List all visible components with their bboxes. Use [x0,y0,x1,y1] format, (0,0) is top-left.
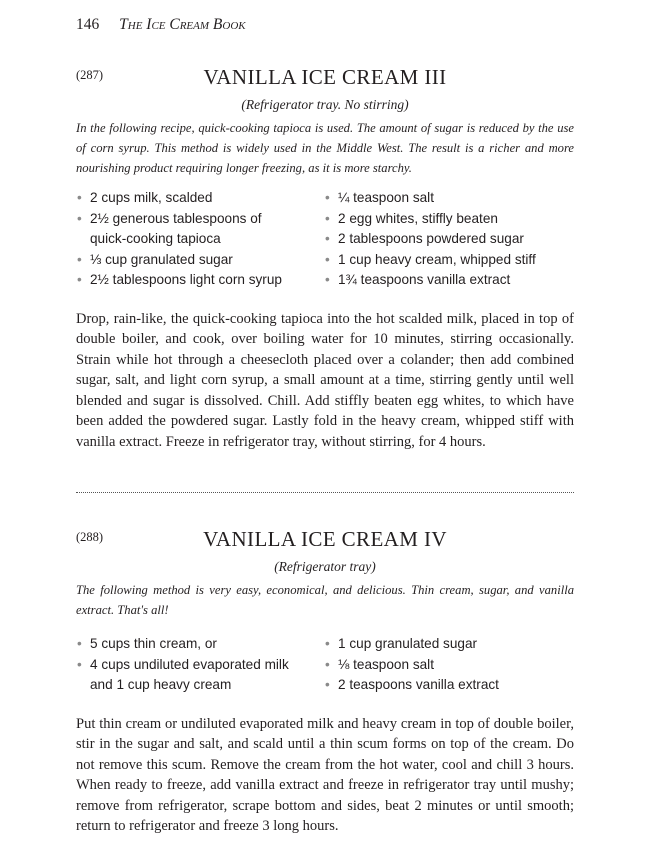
recipe-number: (288) [76,530,104,544]
ingredients-left-column [76,634,324,696]
ingredient-item: • 2½ generous tablespoons of [76,209,324,230]
recipe-directions: Drop, rain-like, the quick-cooking tapioca into the hot scalded milk, placed in top of double boiler, and cook, over boiling water for 10 minutes, stirring occasionally. Strain while hot through a cheesecloth placed over a colander; then add combined sugar, salt, and light corn syrup, a small amount at a time, stirring gently until well blended and sugar is dissolved. Chill. Add stiffly beaten egg whites, to which have been added the powdered sugar. Lastly fold in the heavy cream, whipped stiff with vanilla extract. Freeze in refrigerator tray, without stirring, for 4 hours. [76,310,574,450]
ingredient-item: • 2½ tablespoons light corn syrup [76,270,324,291]
ingredients-left-column [76,188,324,291]
page-number: 146 [76,16,100,33]
ingredient-item: • 2 egg whites, stiffly beaten [324,209,574,230]
recipe-intro: The following method is very easy, economical, and delicious. Thin cream, sugar, and vanilla extract. That's all! [76,583,574,617]
ingredient-item: • 1 cup heavy cream, whipped stiff [324,250,574,271]
ingredient-item: • 4 cups undiluted evaporated milk [76,655,324,676]
ingredient-item: • 2 cups milk, scalded [76,188,324,209]
ingredients-right-column [324,188,574,291]
ingredients [76,634,574,696]
book-title: The Ice Cream Book [119,16,246,33]
recipe-directions: Put thin cream or undiluted evaporated milk and heavy cream in top of double boiler, stir in the sugar and salt, and scald until a thin scum forms on top of the cream. Do not remove this scum. Remove the cream from the hot water, cool and chill 3 hours. When ready to freeze, add vanilla extract and freeze in refrigerator tray until mushy; remove from refrigerator, scrape bottom and sides, beat 2 minutes or until smooth; return to refrigerator and freeze 3 long hours. [76,715,574,834]
ingredients [76,188,574,291]
ingredient-item: • 2 teaspoons vanilla extract [324,675,574,696]
recipe-method: (Refrigerator tray. No stirring) [241,97,409,112]
recipe-287 [76,64,574,452]
ingredient-item: quick-cooking tapioca [90,231,221,246]
recipe-title: VANILLA ICE CREAM IV [203,527,447,551]
ingredient-item: and 1 cup heavy cream [90,677,232,692]
recipe-288 [76,526,574,837]
ingredients-right-column [324,634,574,696]
ingredient-item: • 1 cup granulated sugar [324,634,574,655]
ingredient-item: • 5 cups thin cream, or [76,634,324,655]
ingredient-item: • 1¾ teaspoons vanilla extract [324,270,574,291]
recipe-intro: In the following recipe, quick-cooking tapioca is used. The amount of sugar is reduced by the use of corn syrup. This method is widely used in the Middle West. The result is a richer and more nourishing product requiring longer freezing, as it is more starchy. [76,121,574,175]
running-header [76,16,246,34]
recipe-method: (Refrigerator tray) [274,559,376,574]
recipe-number: (287) [76,68,104,82]
ingredient-item: • 2 tablespoons powdered sugar [324,229,574,250]
ingredient-item: • ⅛ teaspoon salt [324,655,574,676]
ingredient-item: • ¼ teaspoon salt [324,188,574,209]
section-divider [76,492,574,493]
recipe-title: VANILLA ICE CREAM III [203,65,447,89]
ingredient-item: • ⅓ cup granulated sugar [76,250,324,271]
